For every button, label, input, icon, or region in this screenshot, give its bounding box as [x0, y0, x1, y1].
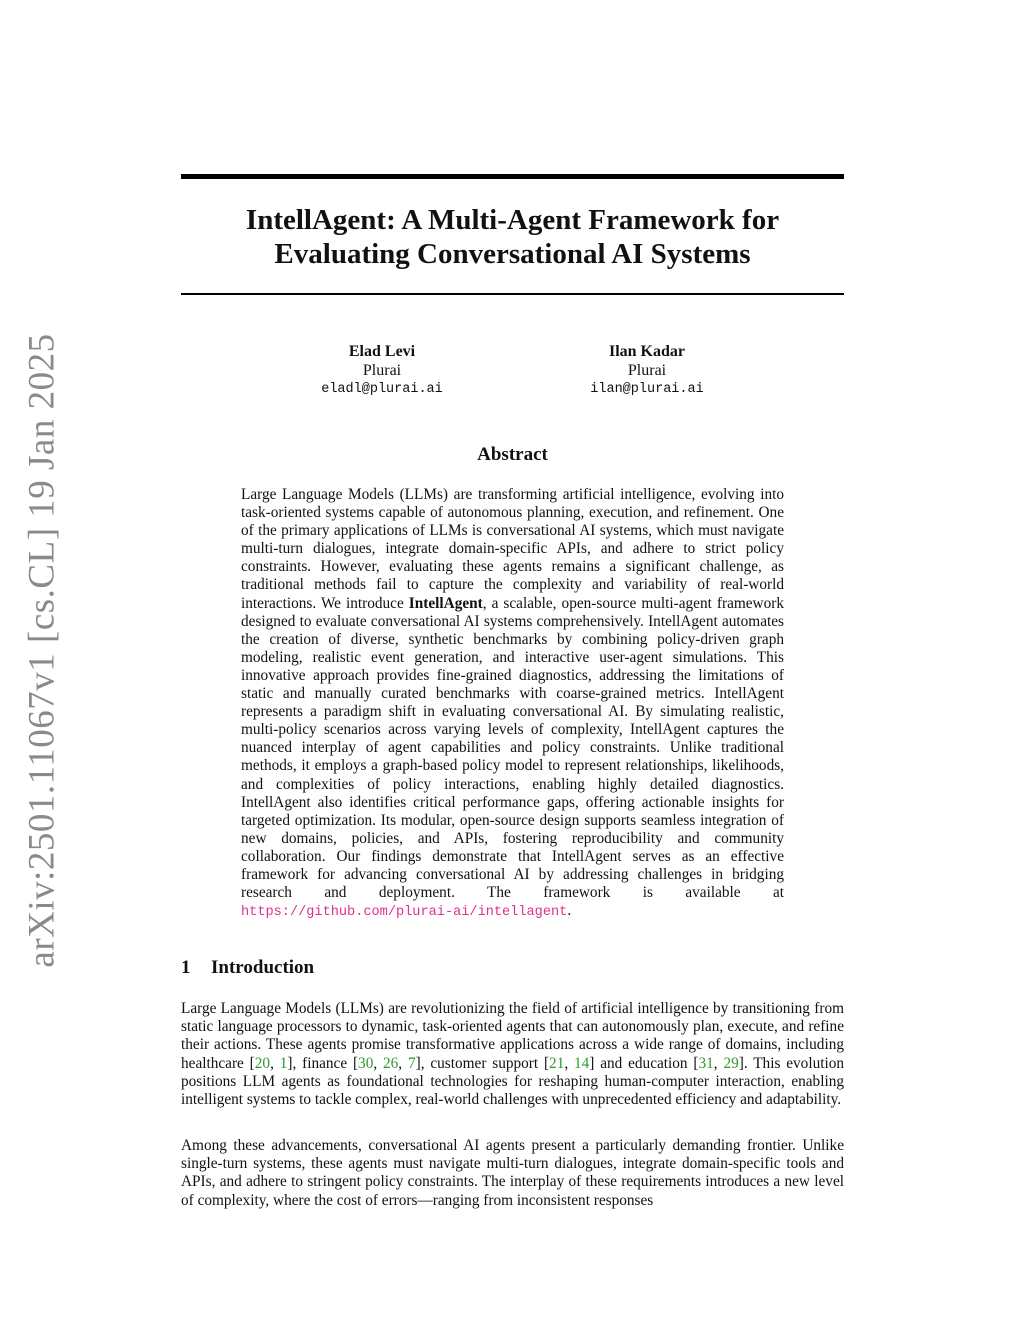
paragraph-text: ], customer support [ — [415, 1054, 550, 1072]
citation-link[interactable]: 1 — [279, 1054, 288, 1072]
arxiv-identifier-text: arXiv:2501.11067v1 [cs.CL] 19 Jan 2025 — [21, 332, 63, 968]
abstract-text-1: Large Language Models (LLMs) are transforming artificial intelligence, evolving into task-oriented systems capable of autonomous planning, execution, and refinement. One of the primary applications of LLMs is conversational AI systems, which must navigate multi-turn dialogues, integrate domain-specific APIs, and adhere to strict policy constraints. However, evaluating these agents remains a significant challenge, as traditional methods fail to capture the complexity and variability of real-world interactions. We introduce — [241, 486, 784, 612]
citation-link[interactable]: 31 — [698, 1054, 714, 1072]
abstract-text-end: . — [567, 902, 572, 920]
author-block-1 — [262, 342, 502, 400]
title-bottom-rule — [181, 293, 844, 295]
author-block-2 — [527, 342, 767, 400]
paragraph-text: Large Language Models (LLMs) are revolutionizing the field of artificial intelligence by transitioning from static language processors to dynamic, task-oriented agents that can autonomously plan, execute, and refine their actions. These agents promise transformative applications across a wide range of domains, including healthcare [ — [181, 1000, 844, 1072]
citation-separator: , — [270, 1054, 280, 1072]
citation-link[interactable]: 7 — [407, 1054, 416, 1072]
section-title: Introduction — [211, 957, 315, 978]
citation-link[interactable]: 20 — [254, 1054, 271, 1072]
intro-paragraph-2: Among these advancements, conversational AI agents present a particularly demanding frontier. Unlike single-turn systems, these agents must navigate multi-turn dialogues, integrate domain-specific tools and APIs, and adhere to stringent policy constraints. The interplay of these requirements introduces a new level of complexity, where the cost of errors—ranging from inconsistent responses — [181, 1137, 844, 1209]
author-email: eladl@plurai.ai — [321, 382, 443, 397]
section-heading-introduction — [181, 957, 314, 979]
title-top-rule — [181, 174, 844, 179]
abstract-body — [241, 486, 784, 922]
paragraph-text: ] and education [ — [589, 1054, 699, 1072]
citation-separator: , — [713, 1054, 724, 1072]
paragraph-text: ]. This evolution positions LLM agents as foundational technologies for reshaping human-computer interaction, enabling intelligent systems to tackle complex, real-world challenges with unprecedented efficiency and adaptability. — [181, 1054, 845, 1109]
paragraph-text: ], finance [ — [287, 1054, 359, 1072]
paper-title: IntellAgent: A Multi-Agent Framework for Evaluating Conversational AI Systems — [245, 204, 780, 270]
arxiv-identifier-stamp — [12, 332, 72, 968]
citation-link[interactable]: 29 — [723, 1054, 739, 1072]
section-number: 1 — [181, 957, 191, 978]
author-affiliation: Plurai — [627, 362, 667, 379]
author-name: Elad Levi — [348, 343, 416, 360]
citation-link[interactable]: 14 — [574, 1054, 590, 1072]
author-email: ilan@plurai.ai — [590, 382, 704, 397]
citation-separator: , — [564, 1054, 574, 1072]
abstract-framework-name: IntellAgent — [408, 594, 483, 612]
intro-paragraph-1 — [181, 1000, 844, 1109]
abstract-text-2: , a scalable, open-source multi-agent framework designed to evaluate conversational AI systems comprehensively. IntellAgent automates the creation of diverse, synthetic benchmarks by combining policy-driven graph modeling, realistic event generation, and interactive user-agent simulations. This innovative approach provides fine-grained diagnostics, addressing the limitations of static and manually curated benchmarks with coarse-grained metrics. IntellAgent represents a paradigm shift in evaluating conversational AI. By simulating realistic, multi-policy scenarios across varying levels of complexity, IntellAgent captures the nuanced interplay of agent capabilities and policy constraints. Unlike traditional methods, it employs a graph-based policy model to represent relationships, likelihoods, and complexities of policy interactions, enabling highly detailed diagnostics. IntellAgent also identifies critical performance gaps, offering actionable insights for targeted optimization. Its modular, open-source design supports seamless integration of new domains, policies, and APIs, fostering reproducibility and community collaboration. Our findings demonstrate that IntellAgent serves as an effective framework for advancing conversational AI by addressing challenges in bridging research and deployment. The framework is available at — [241, 594, 784, 902]
citation-link[interactable]: 26 — [383, 1054, 399, 1072]
citation-separator: , — [398, 1054, 408, 1072]
abstract-heading: Abstract — [477, 444, 548, 465]
author-name: Ilan Kadar — [608, 343, 685, 360]
author-affiliation: Plurai — [362, 362, 402, 379]
github-link[interactable]: https://github.com/plurai-ai/intellagent — [241, 905, 568, 921]
citation-link[interactable]: 30 — [358, 1054, 374, 1072]
citation-separator: , — [373, 1054, 383, 1072]
citation-link[interactable]: 21 — [549, 1054, 565, 1072]
